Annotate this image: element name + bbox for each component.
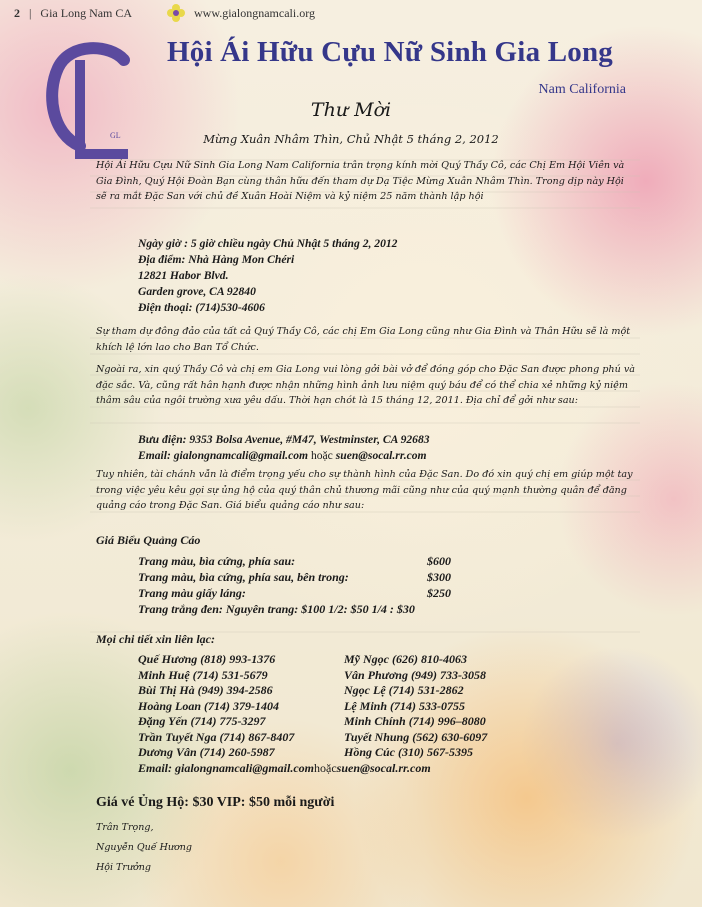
contact-left: Bùi Thị Hà (949) 394-2586: [138, 683, 273, 697]
ads-heading: Giá Biểu Quảng Cáo: [96, 533, 201, 547]
email-or: hoặc: [314, 760, 337, 775]
attendance-paragraph: Sự tham dự đông đảo của tất cả Quý Thầy Cô, các chị Em Gia Long cũng như Gia Đình và Thân Hữu sẽ là một khích lệ lớn lao cho Ban Tổ Chức.: [96, 326, 631, 353]
occasion-line: Mừng Xuân Nhâm Thìn, Chủ Nhật 5 tháng 2, 2012: [203, 132, 499, 146]
flower-icon: [166, 3, 186, 27]
contact-row: [138, 745, 487, 761]
email-alternate[interactable]: suen@socal.rr.com: [336, 760, 431, 775]
contact-row: [138, 652, 487, 668]
header-separator: |: [29, 6, 32, 20]
contact-right: Mỹ Ngọc (626) 810-4063: [344, 652, 467, 666]
ads-price: $600: [427, 554, 451, 568]
publication-name: Gia Long Nam CA: [40, 6, 133, 20]
ads-price-list: [138, 553, 451, 617]
submissions-paragraph: Ngoài ra, xin quý Thầy Cô và chị em Gia Long vui lòng gởi bài vở để đóng góp cho Đặc San được phong phú và đặc sắc. Và, cũng rất hân hạnh được nhận những hình ảnh lưu niệm quý báu để có thể chia xẻ những kỷ niệm thâm sâu của ngôi trường xưa yêu dấu. Thời hạn chót là 15 tháng 12, 2011. Địa chỉ để gởi như sau:: [96, 364, 635, 406]
event-address-2: Garden grove, CA 92840: [138, 285, 256, 298]
ads-row: [138, 569, 451, 585]
contact-left: Đặng Yến (714) 775-3297: [138, 714, 266, 728]
signature-role: Hội Trưởng: [96, 862, 151, 873]
contact-right: Ngọc Lệ (714) 531-2862: [344, 683, 464, 697]
page-number: 2: [14, 6, 20, 20]
contacts-list: [138, 652, 487, 776]
contact-right: Vân Phương (949) 733-3058: [344, 667, 486, 682]
organization-title: Hội Ái Hữu Cựu Nữ Sinh Gia Long: [166, 36, 613, 68]
email-primary[interactable]: Email: gialongnamcali@gmail.com: [138, 760, 314, 775]
ads-bw-row: Trang trắng đen: Nguyên trang: $100 1/2: $50 1/4 : $30: [138, 602, 415, 616]
svg-text:GL: GL: [110, 131, 121, 140]
contact-row: [138, 730, 487, 746]
signature-closing: Trân Trọng,: [96, 822, 154, 833]
contact-row: [138, 714, 487, 730]
email-primary[interactable]: Email: gialongnamcali@gmail.com: [138, 449, 309, 462]
postal-address: Bưu điện: 9353 Bolsa Avenue, #M47, Westminster, CA 92683: [138, 433, 430, 446]
contact-row: [138, 668, 487, 684]
email-alternate[interactable]: suen@socal.rr.com: [335, 449, 427, 462]
ads-label: Trang màu, bìa cứng, phía sau, bên trong:: [138, 570, 349, 584]
contact-right: Lệ Minh (714) 533-0755: [344, 698, 465, 713]
invitation-heading: Thư Mời: [310, 99, 392, 121]
ads-row: [138, 553, 451, 569]
ads-price: $250: [427, 586, 451, 600]
contact-right: Hồng Cúc (310) 567-5395: [344, 745, 473, 759]
contact-right: Tuyết Nhung (562) 630-6097: [344, 729, 488, 744]
contacts-heading: Mọi chi tiết xin liên lạc:: [96, 632, 215, 646]
website-link[interactable]: www.gialongnamcali.org: [194, 6, 315, 20]
contact-left: Hoàng Loan (714) 379-1404: [138, 698, 279, 713]
contact-email-line: [138, 761, 487, 777]
event-details: [138, 236, 397, 316]
page-header: [14, 6, 315, 21]
contact-row: [138, 699, 487, 715]
ads-label: Trang màu, bìa cứng, phía sau:: [138, 554, 296, 568]
contact-left: Minh Huệ (714) 531-5679: [138, 667, 268, 682]
contact-left: Dương Vân (714) 260-5987: [138, 745, 275, 759]
ads-row: [138, 585, 451, 601]
mailing-details: [138, 432, 430, 464]
contact-left: Trần Tuyết Nga (714) 867-8407: [138, 729, 295, 744]
organization-subtitle: Nam California: [538, 82, 626, 97]
event-address-1: 12821 Habor Blvd.: [138, 269, 229, 282]
ads-price: $300: [427, 570, 451, 584]
email-or: hoặc: [308, 449, 336, 462]
contact-right: Minh Chính (714) 996–8080: [344, 714, 486, 728]
contact-left: Quế Hương (818) 993-1376: [138, 652, 276, 666]
contact-row: [138, 683, 487, 699]
event-datetime: Ngày giờ : 5 giờ chiều ngày Chủ Nhật 5 tháng 2, 2012: [138, 237, 398, 250]
event-phone: Điện thoại: (714)530-4606: [138, 301, 265, 314]
ticket-price: Giá vé Ủng Hộ: $30 VIP: $50 mỗi người: [96, 795, 335, 810]
ads-label: Trang màu giấy láng:: [138, 586, 246, 600]
finance-paragraph: Tuy nhiên, tài chánh vẫn là điểm trọng yếu cho sự thành hình của Đặc San. Do đó xin quý chị em giúp một tay trong việc yêu kêu gọi sự ủng hộ của quý thân chủ thương mãi cũng như của quý mạnh thường quân để đăng quảng cáo trong Đặc San. Giá biểu quảng cáo như sau:: [96, 469, 633, 511]
signature-name: Nguyễn Quế Hương: [96, 842, 192, 853]
mail-email-line: [138, 448, 430, 464]
intro-paragraph: Hội Ái Hữu Cựu Nữ Sinh Gia Long Nam California trân trọng kính mời Quý Thầy Cô, các Chị Em Hội Viên và Gia Đình, Quý Hội Đoàn Bạn cùng thân hữu đến tham dự Dạ Tiệc Mừng Xuân Nhâm Thìn. Trong dịp này Hội sẽ ra mắt Đặc San với chủ đề Xuân Hoài Niệm và kỷ niệm 25 năm thành lập hội: [96, 160, 625, 202]
event-venue: Địa điểm: Nhà Hàng Mon Chéri: [138, 253, 295, 266]
